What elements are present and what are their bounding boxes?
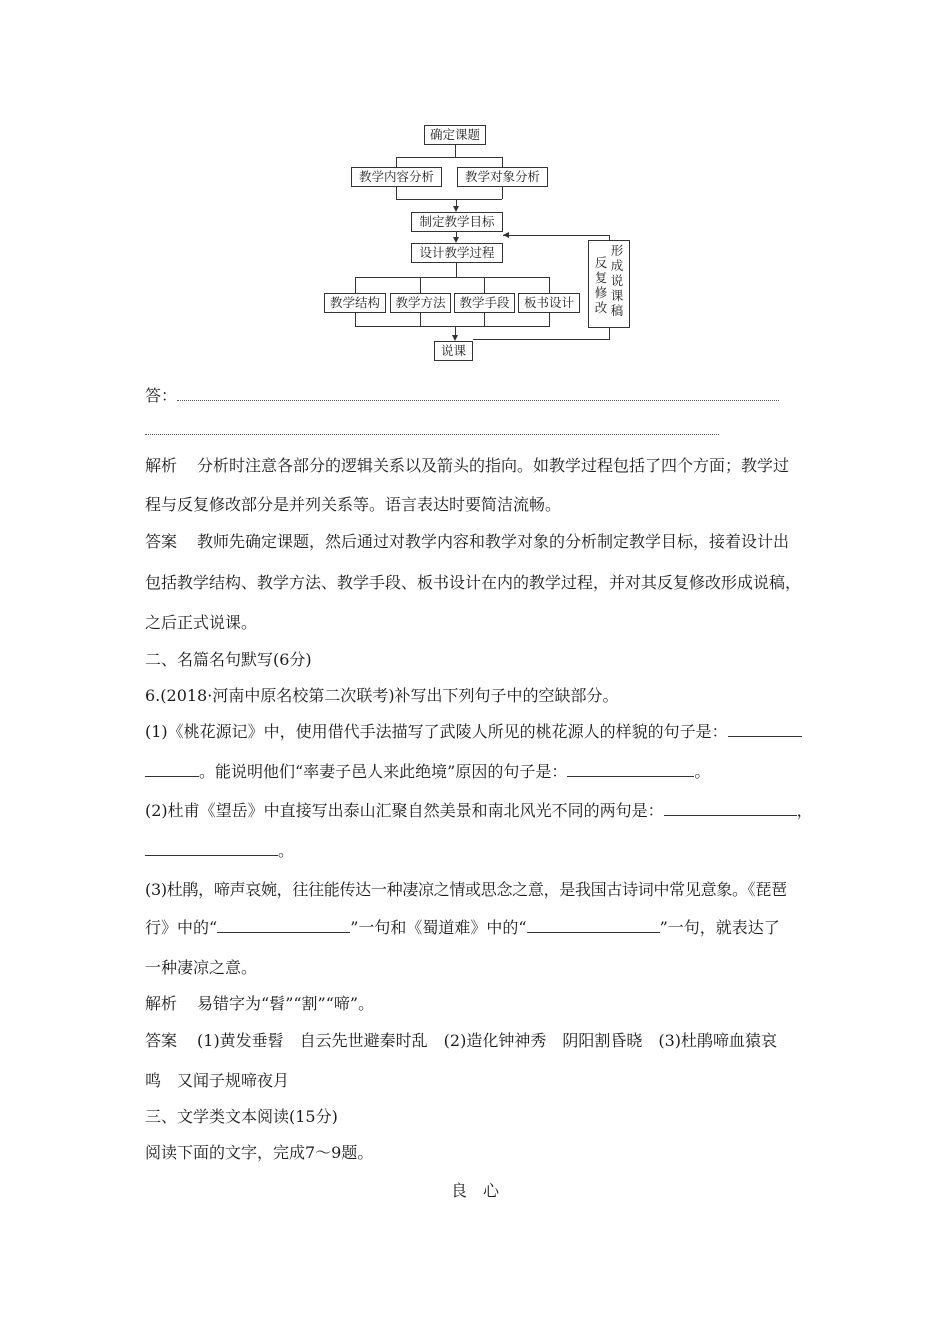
question-6-part2-line2 [145,841,294,861]
question-6-part2-line1 [145,801,813,821]
flow-node-method: 教学方法 [390,293,451,313]
question-6-part3-line3: 一种凄凉之意。 [145,958,258,977]
answer-2-line2: 鸣 又闻子规啼夜月 [145,1071,290,1090]
q6-p3-a: 行》中的“ [145,918,218,937]
question-6-part1-line2 [145,762,710,782]
analysis-text-line1: 分析时注意各部分的逻辑关系以及箭头的指向。如教学过程包括了四个方面；教学过 [197,456,790,475]
flow-side-right-text: 形成说课稿 [610,243,624,318]
question-6-part1-line1 [145,722,802,742]
blank-1c[interactable] [567,762,694,777]
q6-p3-b: ”一句和《蜀道难》中的“ [350,918,527,937]
flow-node-determine-topic: 确定课题 [424,125,486,145]
question-6-part3-line1: (3)杜鹃，啼声哀婉，往往能传达一种凄凉之情或思念之意，是我国古诗词中常见意象。《琵琶 [145,880,787,899]
flow-node-content-analysis: 教学内容分析 [351,167,442,187]
answer-1 [145,532,789,552]
section-3-heading: 三、文学类文本阅读(15分) [145,1107,338,1126]
answer-1-line2: 包括教学结构、教学方法、教学手段、板书设计在内的教学过程，并对其反复修改形成说稿， [145,573,802,592]
answer-1-line3: 之后正式说课。 [145,613,258,632]
flow-node-blackboard: 板书设计 [518,293,580,313]
analysis-1-line2: 程与反复修改部分是并列关系等。语言表达时要简洁流畅。 [145,495,562,514]
blank-1b[interactable] [145,762,199,777]
q6-p1-end: 。 [694,762,711,781]
answer-dotted-line-1 [177,400,779,401]
answer-label: 答案 [145,1031,178,1050]
answer-label: 答： [145,386,178,405]
question-6-stem: 6.(2018·河南中原名校第二次联考)补写出下列句子中的空缺部分。 [145,686,619,705]
analysis-1 [145,456,789,476]
answer-2 [145,1031,777,1051]
q6-p2-text: (2)杜甫《望岳》中直接写出泰山汇聚自然美景和南北风光不同的两句是： [145,801,664,820]
analysis-2-text: 易错字为“髫”“割”“啼”。 [197,994,375,1013]
flow-node-talk: 说课 [434,341,473,361]
section-2-heading: 二、名篇名句默写(6分) [145,650,312,669]
answer-text-line1: 教师先确定课题，然后通过对教学内容和教学对象的分析制定教学目标，接着设计出 [197,532,790,551]
blank-2a[interactable] [664,801,797,816]
answer-2-line1: (1)黄发垂髫 自云先世避秦时乱 (2)造化钟神秀 阴阳割昏晓 (3)杜鹃啼血猿哀 [197,1031,778,1050]
q6-p2-comma: ， [796,801,813,820]
answer-dotted-line-2 [145,434,719,435]
blank-3b[interactable] [527,918,660,933]
flow-node-revise [588,240,630,328]
flow-node-means: 教学手段 [454,293,515,313]
q6-p2-end: 。 [278,841,295,860]
analysis-label: 解析 [145,456,178,475]
blank-2b[interactable] [145,841,278,856]
reading-instruction: 阅读下面的文字，完成7～9题。 [145,1143,374,1162]
flow-node-set-goals: 制定教学目标 [411,212,503,232]
q6-p1-mid: 。能说明他们“率妻子邑人来此绝境”原因的句子是： [199,762,568,781]
q6-p1-text: (1)《桃花源记》中，使用借代手法描写了武陵人所见的桃花源人的样貌的句子是： [145,722,728,741]
flow-node-structure: 教学结构 [324,293,386,313]
answer-label: 答案 [145,532,178,551]
q6-p3-c: ”一句，就表达了 [659,918,780,937]
analysis-label: 解析 [145,994,178,1013]
flow-node-object-analysis: 教学对象分析 [457,167,548,187]
question-6-part3-line2 [145,918,780,938]
flow-node-design-process: 设计教学过程 [411,243,503,263]
flow-side-left-text: 反复修改 [594,255,608,315]
blank-3a[interactable] [217,918,350,933]
blank-1a[interactable] [728,722,802,737]
story-title: 良 心 [451,1181,500,1200]
analysis-2 [145,994,374,1014]
